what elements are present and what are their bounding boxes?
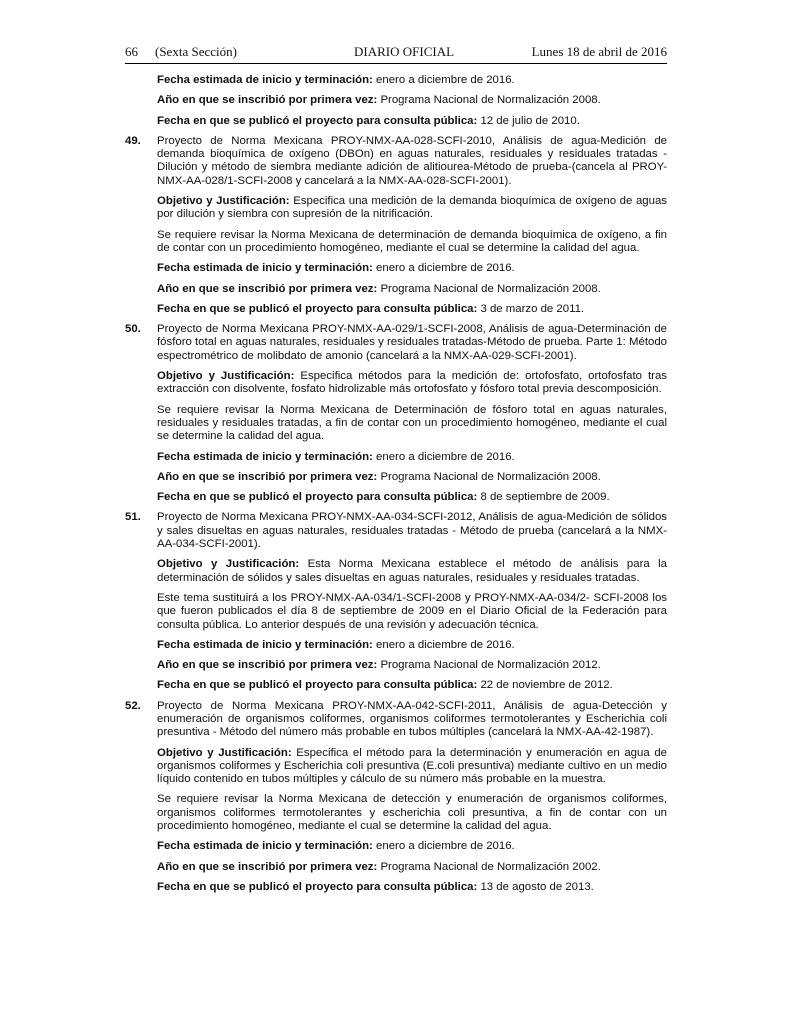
field-value: Programa Nacional de Normalización 2008. (380, 282, 601, 295)
field-value: enero a diciembre de 2016. (376, 638, 515, 651)
objetivo-paragraph (157, 558, 667, 585)
document-body (125, 74, 667, 901)
label-fecha-publicacion: Fecha en que se publicó el proyecto para consulta pública: (157, 114, 478, 127)
field-label: Fecha estimada de inicio y terminación: (157, 638, 373, 651)
field-value: Programa Nacional de Normalización 2012. (380, 659, 601, 672)
field-value: 22 de noviembre de 2012. (480, 679, 613, 692)
value-fecha-publicacion: 12 de julio de 2010. (480, 114, 580, 127)
field-label: Fecha en que se publicó el proyecto para consulta pública: (157, 679, 478, 692)
field-label: Año en que se inscribió por primera vez: (157, 282, 378, 295)
section-label: (Sexta Sección) (155, 44, 237, 59)
entry-number: 51. (125, 511, 141, 524)
objetivo-paragraph (157, 370, 667, 397)
field-label: Fecha en que se publicó el proyecto para consulta pública: (157, 880, 478, 893)
field-label: Fecha estimada de inicio y terminación: (157, 840, 373, 853)
field-label: Objetivo y Justificación: (157, 746, 292, 759)
lead-fecha-inicio (157, 74, 667, 87)
entry-number: 50. (125, 323, 141, 336)
justification-paragraph: Se requiere revisar la Norma Mexicana de determinación de demanda bioquímica de oxígeno, a fin de contar con un procedimiento homogéneo, mediante el cual se determine la calidad del agua. (157, 228, 667, 254)
field-value: Especifica métodos para la medición de: ortofosfato, ortofosfato tras extracción con disolvente, fosfato hidrolizable más ortofosfato y fósforo total previa descomposición. (157, 370, 667, 396)
entry-title (125, 699, 667, 740)
entry-title (125, 134, 667, 188)
field-value: 13 de agosto de 2013. (480, 880, 594, 893)
fecha-inicio-paragraph (157, 639, 667, 652)
field-value: 8 de septiembre de 2009. (480, 491, 610, 504)
entry-title-text: Proyecto de Norma Mexicana PROY-NMX-AA-028-SCFI-2010, Análisis de agua-Medición de demanda bioquímica de oxígeno (DBOn) en aguas naturales, residuales y residuales tratadas - Dilución y método de siembra mediante adición de alitiourea-Método de prueba-(cancela al PROY-NMX-AA-028/1-SCFI-2008 y cancelará a la NMX-AA-028-SCFI-2001). (157, 134, 667, 187)
publication-title: DIARIO OFICIAL (354, 44, 455, 59)
field-value: Especifica una medición de la demanda bioquímica de oxígeno de aguas por dilución y siembra con supresión de la nitrificación. (157, 195, 668, 221)
objetivo-paragraph (157, 195, 667, 222)
field-value: 3 de marzo de 2011. (480, 302, 585, 315)
field-label: Fecha estimada de inicio y terminación: (157, 262, 373, 275)
field-value: Programa Nacional de Normalización 2008. (380, 470, 601, 483)
fecha-inicio-paragraph (157, 262, 667, 275)
fecha-publicacion-paragraph (157, 679, 667, 692)
entry-title-text: Proyecto de Norma Mexicana PROY-NMX-AA-029/1-SCFI-2008, Análisis de agua-Determinación de fósforo total en aguas naturales, residuales y residuales tratadas-Método de prueba. Parte 1: Método espectrométrico de molibdato de amonio (cancelará a la NMX-AA-029-SCFI-2001). (157, 323, 667, 362)
fecha-publicacion-paragraph (157, 303, 667, 316)
lead-anio-inscripcion (157, 94, 667, 107)
objetivo-paragraph (157, 747, 667, 787)
entry-title-text: Proyecto de Norma Mexicana PROY-NMX-AA-042-SCFI-2011, Análisis de agua-Detección y enumeración de organismos coliformes, organismos coliformes termotolerantes y Escherichia coli presuntiva - Método del número más probable en tubos múltiples (cancelará la NMX-AA-42-1987). (157, 699, 667, 739)
field-value: enero a diciembre de 2016. (376, 840, 515, 853)
entry-number: 52. (125, 699, 141, 712)
publication-date: Lunes 18 de abril de 2016 (531, 44, 667, 59)
field-value: Especifica el método para la determinación y enumeración en agua de organismos coliformes y Escherichia coli presuntiva (E.coli presuntiva) mediante cultivo en un medio líquido contenido en tubos múltiples y cálculo de su número más probable en la muestra. (157, 746, 668, 786)
justification-paragraph: Se requiere revisar la Norma Mexicana de Determinación de fósforo total en aguas naturales, residuales y residuales tratadas, a fin de contar con un procedimiento homogéneo, mediante el cual se determine la calidad del agua. (157, 403, 667, 443)
entry-title-text: Proyecto de Norma Mexicana PROY-NMX-AA-034-SCFI-2012, Análisis de agua-Medición de sólidos y sales disueltas en aguas naturales, residuales tratadas - Método de prueba (cancelará a la NMX-AA-034-SCFI-2001). (157, 511, 667, 551)
fecha-inicio-paragraph (157, 840, 667, 853)
field-label: Fecha en que se publicó el proyecto para consulta pública: (157, 302, 478, 315)
field-value: Esta Norma Mexicana establece el método de análisis para la determinación de sólidos y sales disueltas en aguas naturales, residuales y residuales tratadas. (157, 558, 667, 584)
entry-title (125, 323, 667, 363)
fecha-inicio-paragraph (157, 451, 667, 464)
field-value: enero a diciembre de 2016. (376, 450, 515, 463)
header-rule (125, 63, 667, 64)
fecha-publicacion-paragraph (157, 491, 667, 504)
field-label: Objetivo y Justificación: (157, 195, 290, 208)
justification-paragraph: Se requiere revisar la Norma Mexicana de detección y enumeración de organismos coliformes, organismos coliformes termotolerantes y escherichia coli presuntiva, a fin de contar con un procedimiento homogéneo, mediante el cual se determine la calidad del agua. (157, 793, 667, 833)
lead-fecha-publicacion (157, 115, 667, 128)
entry-title (125, 511, 667, 551)
field-label: Año en que se inscribió por primera vez: (157, 860, 378, 873)
field-value: Programa Nacional de Normalización 2002. (380, 860, 601, 873)
anio-inscripcion-paragraph (157, 283, 667, 296)
label-fecha-inicio: Fecha estimada de inicio y terminación: (157, 74, 373, 86)
anio-inscripcion-paragraph (157, 861, 667, 874)
field-label: Objetivo y Justificación: (157, 558, 300, 571)
field-label: Año en que se inscribió por primera vez: (157, 470, 378, 483)
field-label: Año en que se inscribió por primera vez: (157, 659, 378, 672)
anio-inscripcion-paragraph (157, 471, 667, 484)
page-header (125, 44, 667, 62)
value-fecha-inicio: enero a diciembre de 2016. (376, 74, 515, 86)
field-label: Objetivo y Justificación: (157, 370, 295, 383)
page-number: 66 (125, 44, 138, 59)
justification-paragraph: Este tema sustituirá a los PROY-NMX-AA-034/1-SCFI-2008 y PROY-NMX-AA-034/2- SCFI-2008 los que fueron publicados el día 8 de septiembre de 2009 en el Diario Oficial de la Federación para consulta pública. Lo anterior después de una revisión y adecuación técnica. (157, 591, 667, 631)
field-value: enero a diciembre de 2016. (376, 262, 515, 275)
label-anio-inscripcion: Año en que se inscribió por primera vez: (157, 94, 378, 107)
fecha-publicacion-paragraph (157, 881, 667, 894)
anio-inscripcion-paragraph (157, 659, 667, 672)
field-label: Fecha en que se publicó el proyecto para consulta pública: (157, 491, 478, 504)
entry-number: 49. (125, 134, 141, 147)
value-anio-inscripcion: Programa Nacional de Normalización 2008. (380, 94, 601, 107)
field-label: Fecha estimada de inicio y terminación: (157, 450, 373, 463)
